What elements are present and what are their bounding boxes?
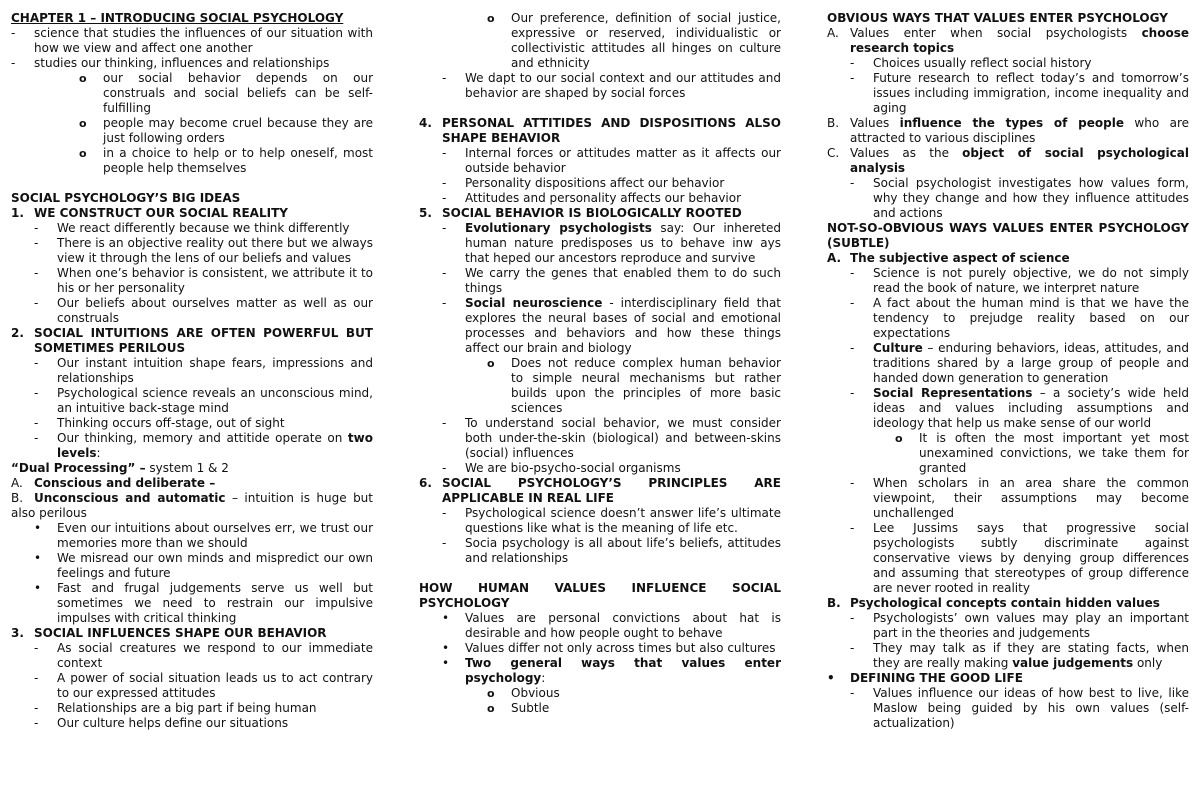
dash-marker: - [850, 296, 855, 310]
dash-marker: - [11, 56, 16, 70]
list-item: - Our instant intuition shape fears, impressions and relationships [34, 356, 373, 385]
list-item: • We misread our own minds and mispredict our own feelings and future [34, 551, 373, 580]
dash-marker: - [34, 641, 39, 655]
dash-marker: - [442, 536, 447, 550]
dash-marker: - [850, 341, 855, 355]
list-item: - Socia psychology is all about life’s beliefs, attitudes and relationships [442, 536, 781, 565]
bullet-marker: • [442, 611, 450, 625]
circle-marker: o [79, 117, 87, 130]
dash-marker: - [850, 386, 855, 400]
circle-marker: o [487, 702, 495, 715]
list-item: o Our preference, definition of social justice, expressive or reserved, individualistic or collectivistic attitudes all hinges on culture and ethnicity [487, 11, 781, 70]
list-item: - Psychologists’ own values may play an important part in the theories and judgements [850, 611, 1189, 640]
dash-marker: - [34, 431, 39, 445]
lettered-item: B. Values influence the types of people who are attracted to various disciplines [827, 116, 1189, 145]
dash-marker: - [442, 296, 447, 310]
section-heading: OBVIOUS WAYS THAT VALUES ENTER PSYCHOLOGY [827, 11, 1168, 25]
idea-heading: 3. SOCIAL INFLUENCES SHAPE OUR BEHAVIOR [11, 626, 327, 640]
dash-marker: - [34, 716, 39, 730]
lettered-item: C. Values as the object of social psychological analysis [827, 146, 1189, 175]
dash-marker: - [850, 611, 855, 625]
dash-marker: - [442, 506, 447, 520]
dash-marker: - [442, 71, 447, 85]
dash-marker: - [34, 266, 39, 280]
circle-marker: o [487, 12, 495, 25]
idea-heading: 2. SOCIAL INTUITIONS ARE OFTEN POWERFUL BUT SOMETIMES PERILOUS [11, 326, 373, 355]
list-item: - As social creatures we respond to our immediate context [34, 641, 373, 670]
list-item: • Two general ways that values enter psychology: [442, 656, 781, 685]
dash-marker: - [34, 221, 39, 235]
list-item: - They may talk as if they are stating facts, when they are really making value judgements only [850, 641, 1189, 670]
list-item: - Personality dispositions affect our behavior [442, 176, 725, 190]
list-item: • Values differ not only across times but also cultures [442, 641, 776, 655]
list-item: - Choices usually reflect social history [850, 56, 1092, 70]
list-item: o It is often the most important yet most unexamined convictions, we take them for granted [895, 431, 1189, 475]
list-item: - Evolutionary psychologists say: Our inhereted human nature predisposes us to behave inw ays that heped our ancestors reproduce and survive [442, 221, 782, 265]
column-1 [11, 11, 373, 731]
lettered-item: B. Psychological concepts contain hidden values [827, 596, 1160, 610]
list-item: - Internal forces or attitudes matter as it affects our outside behavior [442, 146, 781, 175]
dash-marker: - [11, 26, 16, 40]
dash-marker: - [850, 476, 855, 490]
dash-marker: - [442, 191, 447, 205]
dash-marker: - [850, 56, 855, 70]
list-item: - science that studies the influences of our situation with how we view and affect one another [11, 26, 373, 55]
list-item: - When one’s behavior is consistent, we attribute it to his or her personality [34, 266, 373, 295]
bullet-marker: • [34, 581, 42, 595]
dash-marker: - [850, 71, 855, 85]
bullet-marker: • [827, 671, 835, 685]
dual-processing-line: “Dual Processing” – system 1 & 2 [11, 461, 229, 475]
list-item: - Social psychologist investigates how values form, why they change and how they influence attitudes and actions [850, 176, 1189, 220]
list-item: - Psychological science reveals an unconscious mind, an intuitive back-stage mind [34, 386, 373, 415]
bullet-marker: • [442, 656, 450, 670]
list-item: - Our culture helps define our situations [34, 716, 289, 730]
list-item: o Obvious [487, 686, 560, 700]
dash-marker: - [34, 236, 39, 250]
list-item: - studies our thinking, influences and relationships [11, 56, 330, 70]
list-item: o in a choice to help or to help oneself, most people help themselves [79, 146, 373, 175]
dash-marker: - [34, 356, 39, 370]
idea-heading: 1. WE CONSTRUCT OUR SOCIAL REALITY [11, 206, 288, 220]
chapter-title: CHAPTER 1 – INTRODUCING SOCIAL PSYCHOLOGY [11, 11, 344, 25]
idea-heading: 6. SOCIAL PSYCHOLOGY’S PRINCIPLES ARE APPLICABLE IN REAL LIFE [419, 476, 781, 505]
circle-marker: o [79, 147, 87, 160]
dash-marker: - [442, 266, 447, 280]
bullet-heading: • DEFINING THE GOOD LIFE [827, 671, 1023, 685]
circle-marker: o [487, 357, 495, 370]
list-item: - Culture – enduring behaviors, ideas, attitudes, and traditions shared by a large group of people and handed down generation to generation [850, 341, 1189, 385]
dash-marker: - [34, 701, 39, 715]
lettered-item: A. Conscious and deliberate – [11, 476, 216, 490]
list-item: o Does not reduce complex human behavior to simple neural mechanisms but rather builds upon the principles of more basic sciences [487, 356, 781, 415]
list-item: - Relationships are a big part if being human [34, 701, 317, 715]
list-item: - Values influence our ideas of how best to live, like Maslow being guided by his own values (self-actualization) [850, 686, 1189, 730]
list-item: - Our thinking, memory and attitide operate on two levels: [34, 431, 373, 460]
section-heading: SOCIAL PSYCHOLOGY’S BIG IDEAS [11, 191, 241, 205]
dash-marker: - [442, 221, 447, 235]
column-3 [827, 11, 1189, 731]
dash-marker: - [34, 416, 39, 430]
circle-marker: o [487, 687, 495, 700]
list-item: - Social neuroscience - interdisciplinary field that explores the neural bases of social and emotional processes and behaviors and how these things affect our brain and biology [442, 296, 781, 355]
list-item: • Even our intuitions about ourselves err, we trust our memories more than we should [34, 521, 373, 550]
list-item: - Thinking occurs off-stage, out of sight [34, 416, 285, 430]
list-item: - A fact about the human mind is that we have the tendency to prejudge reality based on our expectations [850, 296, 1189, 340]
lettered-item: B. Unconscious and automatic – intuition is huge but also perilous [11, 491, 373, 520]
dash-marker: - [850, 266, 855, 280]
list-item: - We carry the genes that enabled them to do such things [442, 266, 781, 295]
lettered-item: A. Values enter when social psychologists choose research topics [827, 26, 1189, 55]
dash-marker: - [850, 521, 855, 535]
list-item: - When scholars in an area share the common viewpoint, their assumptions may become unchallenged [850, 476, 1189, 520]
bullet-marker: • [34, 551, 42, 565]
list-item: - We react differently because we think differently [34, 221, 350, 235]
dash-marker: - [442, 416, 447, 430]
dash-marker: - [442, 146, 447, 160]
lettered-item: A. The subjective aspect of science [827, 251, 1070, 265]
list-item: o people may become cruel because they are just following orders [79, 116, 373, 145]
list-item: - Our beliefs about ourselves matter as well as our construals [34, 296, 373, 325]
column-2 [419, 11, 781, 716]
dash-marker: - [442, 461, 447, 475]
list-item: - We dapt to our social context and our attitudes and behavior are shaped by social forces [442, 71, 781, 100]
dash-marker: - [34, 296, 39, 310]
dash-marker: - [34, 386, 39, 400]
section-heading: NOT-SO-OBVIOUS WAYS VALUES ENTER PSYCHOLOGY (SUBTLE) [827, 221, 1189, 250]
dash-marker: - [850, 686, 855, 700]
list-item: - Future research to reflect today’s and tomorrow’s issues including immigration, income inequality and aging [850, 71, 1189, 115]
circle-marker: o [895, 432, 903, 445]
list-item: - Lee Jussims says that progressive social psychologists subtly discriminate against conservative views by denying group differences and assuming that stereotypes of group difference are never rooted in reality [850, 521, 1189, 595]
list-item: - We are bio-psycho-social organisms [442, 461, 681, 475]
section-heading: HOW HUMAN VALUES INFLUENCE SOCIAL PSYCHOLOGY [419, 581, 781, 610]
list-item: - To understand social behavior, we must consider both under-the-skin (biological) and between-skins (social) influences [442, 416, 781, 460]
bullet-marker: • [34, 521, 42, 535]
list-item: - Social Representations – a society’s wide held ideas and values including assumptions and ideology that help us make sense of our world [850, 386, 1189, 430]
circle-marker: o [79, 72, 87, 85]
list-item: • Fast and frugal judgements serve us well but sometimes we need to restrain our impulsive impulses with critical thinking [34, 581, 373, 625]
dash-marker: - [850, 641, 855, 655]
list-item: - Psychological science doesn’t answer life’s ultimate questions like what is the meaning of life etc. [442, 506, 781, 535]
idea-heading: 4. PERSONAL ATTITIDES AND DISPOSITIONS ALSO SHAPE BEHAVIOR [419, 116, 781, 145]
dash-marker: - [442, 176, 447, 190]
list-item: - Science is not purely objective, we do not simply read the book of nature, we interpret nature [850, 266, 1189, 295]
dash-marker: - [850, 176, 855, 190]
dash-marker: - [34, 671, 39, 685]
list-item: - A power of social situation leads us to act contrary to our expressed attitudes [34, 671, 373, 700]
list-item: o Subtle [487, 701, 550, 715]
list-item: • Values are personal convictions about hat is desirable and how people ought to behave [442, 611, 781, 640]
list-item: - There is an objective reality out there but we always view it through the lens of our beliefs and values [34, 236, 373, 265]
list-item: o our social behavior depends on our construals and social beliefs can be self-fulfilling [79, 71, 373, 115]
idea-heading: 5. SOCIAL BEHAVIOR IS BIOLOGICALLY ROOTED [419, 206, 742, 220]
bullet-marker: • [442, 641, 450, 655]
list-item: - Attitudes and personality affects our behavior [442, 191, 742, 205]
